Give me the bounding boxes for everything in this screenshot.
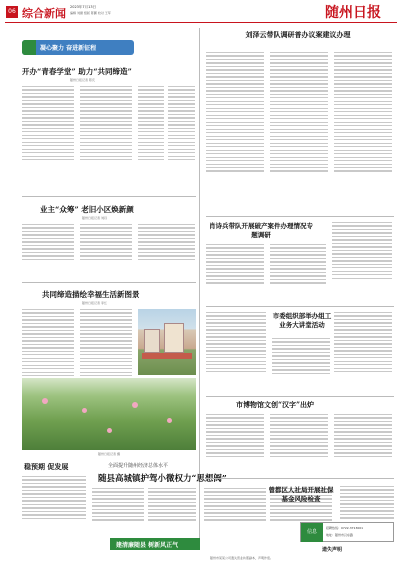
photo-residential: [138, 309, 196, 375]
article-byline: 随州日报记者 陈庆: [70, 78, 95, 82]
bottom-banner: [110, 538, 200, 550]
article-title: 稳预期 促发展: [24, 462, 69, 471]
theme-banner: [22, 40, 134, 55]
article-body: [22, 86, 74, 163]
section-rule: [206, 396, 394, 397]
section-rule: [22, 196, 196, 197]
notice-body: 随州市某某公司遗失营业执照副本，声明作废。: [210, 556, 274, 560]
article-body: [334, 312, 392, 375]
section-rule: [206, 216, 394, 217]
photo-lotus-field: [22, 378, 196, 450]
article-body: [270, 52, 328, 174]
article-body: [80, 309, 132, 379]
photo-caption: 随州日报记者 摄: [98, 452, 120, 456]
article-body: [22, 224, 74, 262]
theme-banner-text: 凝心聚力 奋进新征程: [40, 45, 97, 52]
date-line: 2023年7月13日: [70, 5, 97, 9]
article-body: [204, 488, 266, 523]
article-body: [206, 52, 264, 174]
info-line: 地址：随州市汉东路: [326, 533, 354, 537]
header-rule: [5, 22, 397, 23]
editor-line: 编辑 刘薇 组版 陈鹏 校对 王军: [70, 11, 111, 15]
article-title: 曾都区人社局开展社保基金风险检查: [268, 486, 334, 503]
article-body: [80, 86, 132, 163]
article-body: [22, 309, 74, 379]
info-box: [300, 522, 394, 542]
article-byline: 随州日报记者 李红: [82, 301, 107, 305]
article-body: [334, 52, 392, 174]
article-body: [272, 338, 330, 376]
article-byline: 随州日报记者 刘丹: [82, 216, 107, 220]
page-number: 06: [6, 6, 18, 18]
article-body: [138, 86, 164, 163]
section-rule: [206, 478, 394, 479]
article-title: 刘泽云带队调研普办议案建议办理: [245, 30, 351, 39]
article-kicker: 全面提升随州经济总体水平: [108, 463, 169, 469]
article-title: 市博物馆文创“汉字”出炉: [236, 400, 315, 409]
article-body: [270, 414, 328, 459]
article-body: [206, 312, 266, 375]
section-rule: [206, 306, 394, 307]
article-title: 业主“众筹” 老旧小区焕新颜: [40, 205, 134, 214]
article-body: [148, 488, 196, 523]
bottom-banner-text: 建清廉随县 树新风正气: [116, 542, 179, 549]
article-body: [206, 414, 264, 459]
article-body: [92, 488, 144, 523]
article-body: [80, 224, 132, 262]
article-title: 随县高城镇护驾小微权力“思想阀”: [98, 474, 227, 484]
section-rule: [22, 282, 196, 283]
article-title: 开办“青春学堂” 助力“共同缔造”: [22, 67, 132, 76]
notice-title: 遗失声明: [322, 547, 343, 553]
article-body: [168, 86, 195, 163]
article-title: 共同缔造描绘幸福生活新图景: [42, 290, 140, 299]
masthead: 随州日报: [325, 5, 381, 21]
article-body: [334, 414, 392, 459]
column-divider: [199, 28, 200, 538]
article-body: [22, 476, 86, 521]
info-line: 招聘热线：0722-3713001: [326, 526, 364, 530]
article-body: [340, 486, 394, 521]
article-title: 肖诗兵带队开展破产案件办理情况专题调研: [209, 222, 313, 239]
article-body: [332, 222, 392, 281]
info-label: 信息: [301, 523, 323, 542]
section-title: 综合新闻: [22, 7, 66, 20]
article-body: [206, 244, 264, 286]
article-body: [270, 244, 326, 286]
article-body: [138, 224, 195, 262]
page-header: [0, 0, 402, 26]
article-title: 市委组织部举办组工业务大讲堂活动: [272, 312, 332, 329]
